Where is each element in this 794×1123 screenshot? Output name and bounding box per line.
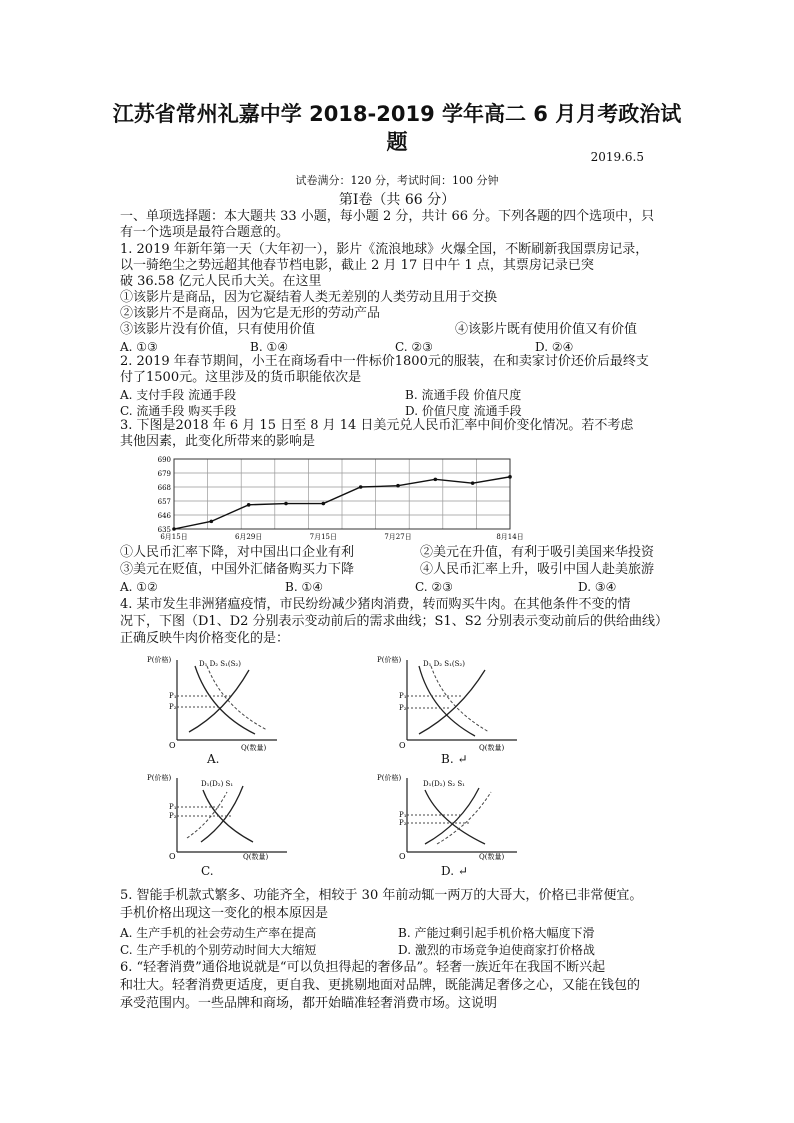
exam-meta: 试卷满分：120 分，考试时间：100 分钟	[295, 174, 499, 187]
diagram-a-xlabel: Q(数量)	[241, 744, 267, 752]
q1-option-d[interactable]: D. ②④	[535, 340, 574, 354]
diagram-a-p2: P₂	[169, 703, 177, 711]
chart-data-point	[508, 475, 512, 479]
q1-option-a[interactable]: A. ①③	[120, 340, 158, 354]
diagram-c-origin: O	[169, 852, 176, 861]
chart-data-point	[396, 484, 400, 488]
q3-option-c[interactable]: C. ②③	[415, 580, 453, 594]
chart-x-tick-label: 6月15日	[160, 533, 188, 541]
q2-line-2: 付了1500元。这里涉及的货币职能依次是	[120, 370, 362, 385]
q1-statement-1: ①该影片是商品，因为它凝结着人类无差别的人类劳动且用于交换	[120, 290, 498, 305]
q5-option-c[interactable]: C. 生产手机的个别劳动时间大大缩短	[120, 943, 317, 957]
chart-data-point	[284, 502, 288, 506]
q1-statement-4: ④该影片既有使用价值又有价值	[455, 322, 638, 337]
chart-data-point	[434, 478, 438, 482]
diagram-a-p1: P₁	[169, 692, 177, 700]
q2-line-1: 2. 2019 年春节期间，小王在商场看中一件标价1800元的服装，在和卖家讨价还价后最终支	[120, 354, 649, 369]
diagram-c-caption: C.	[201, 864, 214, 878]
diagram-a-ylabel: P(价格)	[147, 656, 172, 664]
diagram-d-origin: O	[399, 852, 406, 861]
chart-data-point	[247, 503, 251, 507]
diagram-d-ylabel: P(价格)	[377, 774, 402, 782]
chart-x-tick-label: 6月29日	[234, 533, 263, 541]
diagram-c-curves: D₁(D₂) S₁	[201, 780, 234, 788]
diagram-b-graph	[375, 652, 525, 752]
diagram-c-graph	[145, 772, 295, 860]
chart-x-tick-label: 7月27日	[384, 533, 412, 541]
section-heading: 第Ⅰ卷（共 66 分）	[338, 192, 456, 208]
q1-statement-2: ②该影片不是商品，因为它是无形的劳动产品	[120, 306, 381, 321]
q3-statement-3: ③美元在贬值，中国外汇储备购买力下降	[120, 562, 355, 577]
diagram-d-xlabel: Q(数量)	[479, 853, 505, 861]
q6-line-3: 承受范围内。一些品牌和商场，都开始瞄准轻奢消费市场。这说明	[120, 996, 498, 1011]
exam-date: 2019.6.5	[590, 150, 644, 164]
diagram-a-graph	[145, 652, 285, 752]
q3-line-2: 其他因素，此变化所带来的影响是	[120, 434, 316, 449]
diagram-d-curves: D₁(D₂) S₂ S₁	[423, 780, 465, 788]
q3-option-d[interactable]: D. ③④	[578, 580, 617, 594]
diagram-b-ylabel: P(价格)	[377, 656, 402, 664]
q6-line-2: 和壮大。轻奢消费更适度，更自我、更挑剔地面对品牌，既能满足奢侈之心，又能在钱包的	[120, 978, 641, 993]
q2-option-a[interactable]: A. 支付手段 流通手段	[120, 388, 237, 402]
chart-y-tick-label: 646	[157, 512, 171, 520]
intro-line-1: 一、单项选择题：本大题共 33 小题，每小题 2 分，共计 66 分。下列各题的四个选项中，只	[120, 209, 655, 224]
diagram-a-origin: O	[169, 741, 176, 750]
diagram-d[interactable]	[375, 772, 525, 882]
chart-data-point	[172, 527, 176, 531]
q4-line-2: 况下，下图（D1、D2 分别表示变动前后的需求曲线；S1、S2 分别表示变动前后的供给曲线）	[120, 614, 669, 629]
q3-option-b[interactable]: B. ①④	[285, 580, 323, 594]
q3-statement-4: ④人民币汇率上升，吸引中国人赴美旅游	[420, 562, 655, 577]
q3-statement-1: ①人民币汇率下降，对中国出口企业有利	[120, 545, 355, 560]
q5-option-b[interactable]: B. 产能过剩引起手机价格大幅度下滑	[398, 926, 595, 940]
diagram-a-caption: A.	[207, 752, 220, 766]
diagram-a-curves: D₁ D₂ S₁(S₂)	[199, 660, 241, 668]
title-line-2: 题	[386, 130, 408, 154]
q3-statement-2: ②美元在升值，有利于吸引美国来华投资	[420, 545, 655, 560]
diagram-d-p1: P₁	[399, 811, 407, 819]
q4-line-1: 4. 某市发生非洲猪瘟疫情，市民纷纷减少猪肉消费，转而购买牛肉。在其他条件不变的情	[120, 597, 631, 612]
chart-y-tick-label: 668	[157, 484, 171, 492]
q4-line-3: 正确反映牛肉价格变化的是：	[120, 631, 290, 646]
q2-option-b[interactable]: B. 流通手段 价值尺度	[405, 388, 522, 402]
q5-line-2: 手机价格出现这一变化的根本原因是	[120, 906, 329, 921]
chart-data-point	[359, 485, 363, 489]
diagram-b-p2: P₂	[399, 704, 407, 712]
chart-y-tick-label: 657	[157, 498, 171, 506]
diagram-b[interactable]	[375, 652, 525, 772]
q1-option-b[interactable]: B. ①④	[250, 340, 288, 354]
title-line-1: 江苏省常州礼嘉中学 2018-2019 学年高二 6 月月考政治试	[112, 102, 682, 126]
diagram-a[interactable]	[145, 652, 285, 772]
q6-line-1: 6. “轻奢消费”通俗地说就是“可以负担得起的奢侈品”。轻奢一族近年在我国不断兴起	[120, 960, 606, 975]
chart-data-point	[210, 520, 214, 524]
diagram-c[interactable]	[145, 772, 295, 882]
exam-title	[100, 100, 694, 156]
q5-option-a[interactable]: A. 生产手机的社会劳动生产率在提高	[120, 926, 317, 940]
q5-option-d[interactable]: D. 激烈的市场竞争迫使商家打价格战	[398, 943, 595, 957]
diagram-b-caption: B. ↵	[441, 752, 468, 766]
intro-line-2: 有一个选项是最符合题意的。	[120, 225, 290, 240]
diagram-d-p2: P₂	[399, 819, 407, 827]
diagram-b-curves: D₁ D₂ S₁(S₂)	[423, 660, 465, 668]
diagram-c-p1: P₁	[169, 803, 177, 811]
diagram-d-caption: D. ↵	[441, 864, 468, 878]
chart-x-tick-label: 7月15日	[309, 533, 338, 541]
diagram-c-p2: P₂	[169, 812, 177, 820]
exchange-rate-chart	[140, 455, 524, 545]
chart-x-tick-label: 8月14日	[496, 533, 524, 541]
chart-y-tick-label: 690	[157, 456, 171, 464]
q5-line-1: 5. 智能手机款式繁多、功能齐全，相较于 30 年前动辄一两万的大哥大，价格已非常便宜。	[120, 888, 643, 903]
diagram-b-origin: O	[399, 741, 406, 750]
chart-y-tick-label: 679	[157, 470, 171, 478]
q1-line-3: 破 36.58 亿元人民币大关。在这里	[120, 274, 322, 289]
diagram-c-ylabel: P(价格)	[147, 774, 172, 782]
diagram-d-graph	[375, 772, 525, 860]
q3-line-1: 3. 下图是2018 年 6 月 15 日至 8 月 14 日美元兑人民币汇率中间价变化情况。若不考虑	[120, 418, 634, 433]
q3-option-a[interactable]: A. ①②	[120, 580, 158, 594]
q1-option-c[interactable]: C. ②③	[395, 340, 433, 354]
diagram-c-xlabel: Q(数量)	[243, 853, 269, 861]
diagram-b-p1: P₁	[399, 692, 407, 700]
chart-data-point	[471, 481, 475, 485]
chart-data-point	[322, 502, 326, 506]
q1-line-1: 1. 2019 年新年第一天（大年初一），影片《流浪地球》火爆全国，不断刷新我国票房记录，	[120, 242, 649, 257]
q2-option-d[interactable]: D. 价值尺度 流通手段	[405, 404, 522, 418]
q1-line-2: 以一骑绝尘之势远超其他春节档电影，截止 2 月 17 日中午 1 点，其票房记录已突	[120, 258, 594, 273]
diagram-b-xlabel: Q(数量)	[479, 744, 505, 752]
chart-y-tick-label: 635	[157, 526, 171, 534]
q1-statement-3: ③该影片没有价值，只有使用价值	[120, 322, 316, 337]
q2-option-c[interactable]: C. 流通手段 购买手段	[120, 404, 237, 418]
